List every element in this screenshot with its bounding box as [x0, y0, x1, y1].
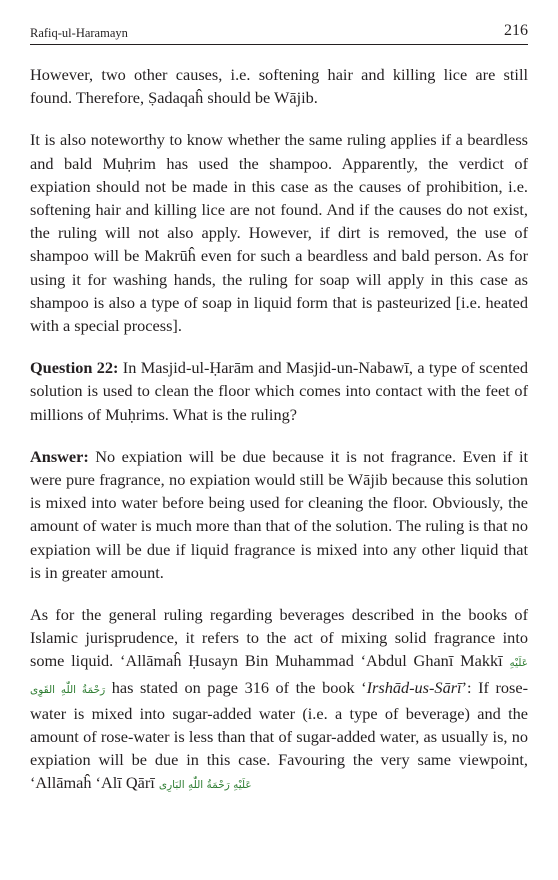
- running-title: Rafiq-ul-Haramayn: [30, 26, 128, 40]
- question-text: In Masjid-ul-Ḥarām and Masjid-un-Nabawī, a type of scented solution is used to clean the floor which comes into contact with the feet of millions of Muḥrims. What is the ruling?: [30, 358, 528, 424]
- answer-text: No expiation will be due because it is not fragrance. Even if it were pure fragrance, no expiation would still be Wājib because this solution is mixed into water before being used for cleaning the floor. Obviously, the amount of water is much more than that of the solution. The ruling is that no expiation will be due if liquid fragrance is mixed into any other liquid that is in greater amount.: [30, 446, 528, 582]
- beverages-text-1: As for the general ruling regarding beverages described in the books of Islamic jurisprudence, it refers to the act of mixing solid fragrance into some liquid. ‘Allāmaĥ Ḥusayn Bin Muhammad ‘Abdul Ghanī Makkī: [30, 605, 528, 671]
- answer-label: Answer:: [30, 446, 89, 466]
- book-title: Irshād-us-Sārī: [366, 677, 462, 697]
- paragraph-bald-muhrim: It is also noteworthy to know whether the same ruling applies if a beardless and bald Muḥrim has used the shampoo. Apparently, the verdict of expiation should not be made in this case as the causes of prohibition, i.e. softening hair and killing lice are not found. And if the causes do not exist, the ruling will not also apply. However, if dirt is removed, the use of shampoo will be Makrūĥ even for such a beardless and bald person. As for using it for washing hands, the ruling for soap will apply in this case as shampoo is also a type of soap in liquid form that is pasteurized [i.e. heated with a special process].: [30, 130, 528, 336]
- answer-22: [30, 445, 528, 584]
- honorific-2: عَلَيْهِ رَحْمَةُ اللّٰهِ البَارِى: [158, 779, 252, 792]
- beverages-text-3: ’: If rose-water is mixed into sugar-added water (i.e. a type of beverage) and the amount of rose-water is less than that of sugar-added water, as usually is, no expiation will be due in this case. Favouring the very same viewpoint, ‘Allāmaĥ ‘Alī Qārī: [30, 677, 528, 793]
- honorific-1: عَلَيْهِ رَحْمَةُ اللّٰهِ القَوِى: [30, 657, 528, 696]
- page-header: [30, 20, 528, 45]
- page-body: [30, 63, 528, 817]
- page-number: 216: [504, 22, 528, 39]
- question-label: Question 22:: [30, 358, 119, 378]
- beverages-text-2: has stated on page 316 of the book ‘: [105, 677, 367, 697]
- paragraph-beverages: [30, 603, 528, 798]
- paragraph-sadaqah: However, two other causes, i.e. softening hair and killing lice are still found. Therefore, Ṣadaqaĥ should be Wājib.: [30, 65, 528, 108]
- question-22: [30, 356, 528, 426]
